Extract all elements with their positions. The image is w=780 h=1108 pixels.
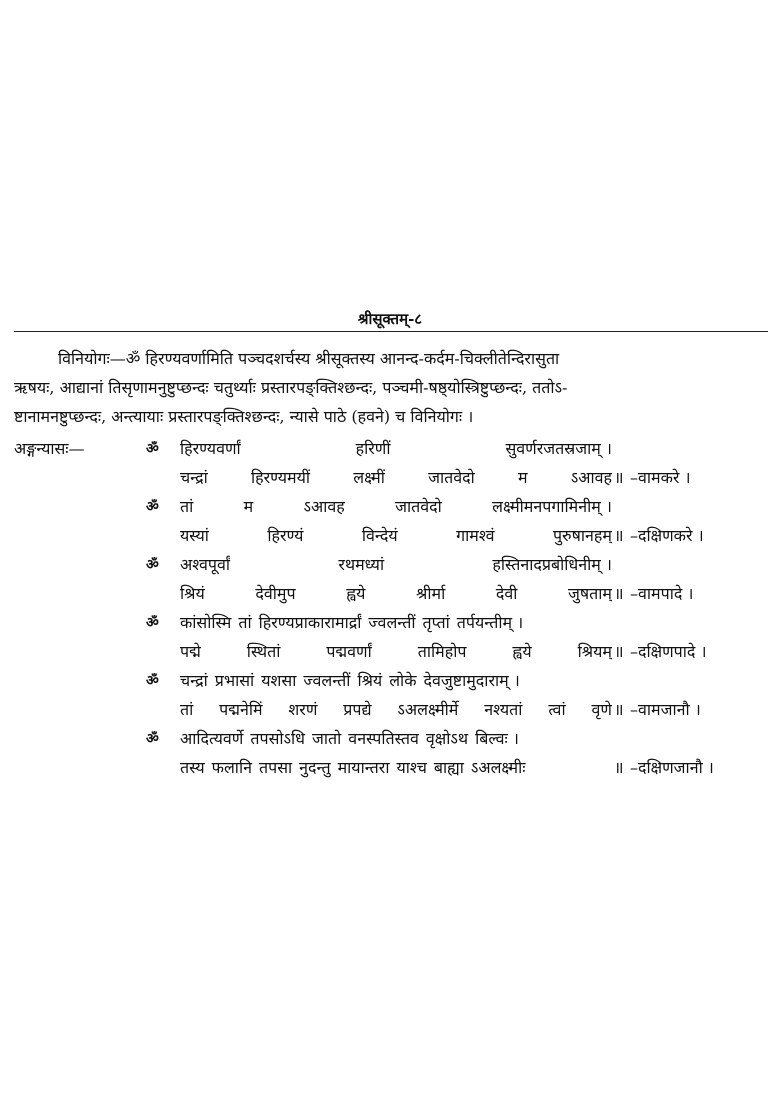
verse-line-2 <box>180 697 612 723</box>
verse-word: त्वां <box>548 700 566 719</box>
verse-word: तपसोऽधि <box>250 729 306 748</box>
verse-word: स्थितां <box>246 642 281 661</box>
verse-word: म <box>518 468 528 487</box>
verse-word: ऽआवह <box>570 468 612 487</box>
verse-word: श्रीर्मा <box>416 584 446 603</box>
verse-line-1 <box>180 494 612 520</box>
verse-word: पद्मनेमिं <box>219 700 263 719</box>
verse-line-2 <box>180 581 612 607</box>
verse-word: तपसा <box>258 758 293 777</box>
verse-word: विन्देयं <box>361 526 398 545</box>
nyasa-placement: –वामजानौ । <box>630 700 701 719</box>
verse-word: पद्मे <box>180 642 201 661</box>
verse-word: ज्वलन्तीं <box>303 671 351 690</box>
verse-word: वृक्षोऽथ <box>425 729 469 748</box>
verse-word: हस्तिनादप्रबोधिनीम् । <box>492 555 612 574</box>
verse-word: चन्द्रां <box>180 468 208 487</box>
verse-word: हिरण्यमयीं <box>250 468 311 487</box>
verse-word: लक्ष्मीं <box>353 468 385 487</box>
om-symbol: ॐ <box>146 557 159 573</box>
verse-word: जुषताम् <box>568 584 612 603</box>
verse-word: तां <box>180 700 194 719</box>
verse-word: ह्वये <box>346 584 366 603</box>
verse-word: देवी <box>495 584 518 603</box>
viniyoga-line-1: विनियोगः—ॐ हिरण्यवर्णामिति पञ्चदशर्चस्य श्रीसूक्तस्य आनन्द-कर्दम-चिक्लीतेन्दिरासुता <box>58 349 560 368</box>
double-danda: ॥ <box>614 700 624 719</box>
verse-word: तस्य <box>180 758 205 777</box>
om-symbol: ॐ <box>146 731 159 747</box>
verse-word: वृणे <box>591 700 612 719</box>
verse-line-2 <box>180 755 612 781</box>
verse-word: जातो <box>312 729 342 748</box>
verse-word: यशसा <box>261 671 297 690</box>
header-rule <box>14 331 768 332</box>
verse-word: आदित्यवर्णे <box>180 729 244 748</box>
double-danda: ॥ <box>614 758 624 777</box>
verse-word: ज्वलन्तीं <box>368 613 416 632</box>
viniyoga-line-2: ऋषयः, आद्यानां तिसृणामनुष्टुप्छन्दः चतुर्थ्याः प्रस्तारपङ्क्तिश्छन्दः, पञ्चमी-षष्ठ्योस्त्रिष्टुप्छन्दः, ततोऽ- <box>14 378 568 397</box>
verse-line-1 <box>180 552 612 578</box>
verse-word: श्रियं <box>357 671 383 690</box>
verse-word: गामश्वं <box>456 526 495 545</box>
nyasa-placement: –वामकरे । <box>630 468 691 487</box>
verse-line-1 <box>180 610 612 636</box>
verse-word: बिल्वः । <box>475 729 519 748</box>
verse-word: नुदन्तु <box>299 758 331 777</box>
verse-word: कांसोस्मि <box>180 613 232 632</box>
nyasa-placement: –दक्षिणजानौ । <box>630 758 714 777</box>
verse-word: अश्वपूर्वां <box>180 555 231 574</box>
om-symbol: ॐ <box>146 499 159 515</box>
verse-word: ह्वये <box>512 642 532 661</box>
verse-word: पद्मवर्णां <box>326 642 372 661</box>
verse-word: याश्च <box>396 758 427 777</box>
verse-word: यस्यां <box>180 526 209 545</box>
verse-word: वनस्पतिस्तव <box>348 729 419 748</box>
verse-word: पुरुषानहम् <box>552 526 612 545</box>
verse-word: ऽआवह <box>303 497 345 516</box>
double-danda: ॥ <box>614 642 624 661</box>
viniyoga-paragraph <box>14 344 768 431</box>
verse-word: हरिणीं <box>355 439 391 458</box>
verse-word: रथमध्यां <box>338 555 385 574</box>
verse-word: शरणं <box>288 700 318 719</box>
verse-word: सुवर्णरजतस्रजाम् । <box>505 439 612 458</box>
verse-word: देवजुष्टामुदाराम् । <box>423 671 520 690</box>
nyasa-placement: –दक्षिणकरे । <box>630 526 704 545</box>
verse-word: ऽअलक्ष्मीर्मे <box>397 700 459 719</box>
verse-word: तर्पयन्तीम् । <box>456 613 524 632</box>
verse-line-2 <box>180 523 612 549</box>
verse-word: हिरण्यं <box>267 526 304 545</box>
nyasa-placement: –वामपादे । <box>630 584 694 603</box>
verse-word: मायान्तरा <box>337 758 390 777</box>
verse-word: फलानि <box>211 758 252 777</box>
page-header: श्रीसूक्तम्-८ <box>357 310 423 328</box>
double-danda: ॥ <box>614 584 624 603</box>
om-symbol: ॐ <box>146 673 159 689</box>
om-symbol: ॐ <box>146 441 159 457</box>
verse-word: हिरण्यवर्णां <box>180 439 241 458</box>
verse-word: देवीमुप <box>255 584 296 603</box>
verse-line-2 <box>180 639 612 665</box>
verse-word: प्रभासां <box>214 671 255 690</box>
verse-word: तृप्तां <box>422 613 450 632</box>
verse-word: लोके <box>389 671 417 690</box>
verse-word: चन्द्रां <box>180 671 208 690</box>
verse-word: लक्ष्मीमनपगामिनीम् । <box>492 497 612 516</box>
verse-word: तां <box>180 497 194 516</box>
verse-word: प्रपद्ये <box>343 700 372 719</box>
verse-word: तां <box>238 613 252 632</box>
verse-word: नश्यतां <box>484 700 523 719</box>
verse-line-1 <box>180 436 612 462</box>
verse-word: जातवेदो <box>395 497 442 516</box>
verse-word: हिरण्यप्राकारामार्द्रां <box>258 613 362 632</box>
verse-line-1 <box>180 726 612 752</box>
verse-word: श्रियम् <box>577 642 612 661</box>
verse-word: बाह्या <box>433 758 464 777</box>
verse-line-2 <box>180 465 612 491</box>
nyasa-placement: –दक्षिणपादे । <box>630 642 707 661</box>
double-danda: ॥ <box>614 526 624 545</box>
verse-word: तामिहोप <box>417 642 467 661</box>
om-symbol: ॐ <box>146 615 159 631</box>
verse-line-1 <box>180 668 612 694</box>
verse-word: ऽअलक्ष्मीः <box>470 758 526 777</box>
double-danda: ॥ <box>614 468 624 487</box>
anganyasa-label: अङ्गन्यासः— <box>14 439 85 458</box>
verse-word: म <box>243 497 254 516</box>
verse-word: श्रियं <box>180 584 205 603</box>
viniyoga-line-3: ष्टानामनष्टुप्छन्दः, अन्त्यायाः प्रस्तारपङ्क्तिश्छन्दः, न्यासे पाठे (हवने) च विनियोगः । <box>14 407 474 426</box>
verse-word: जातवेदो <box>428 468 475 487</box>
